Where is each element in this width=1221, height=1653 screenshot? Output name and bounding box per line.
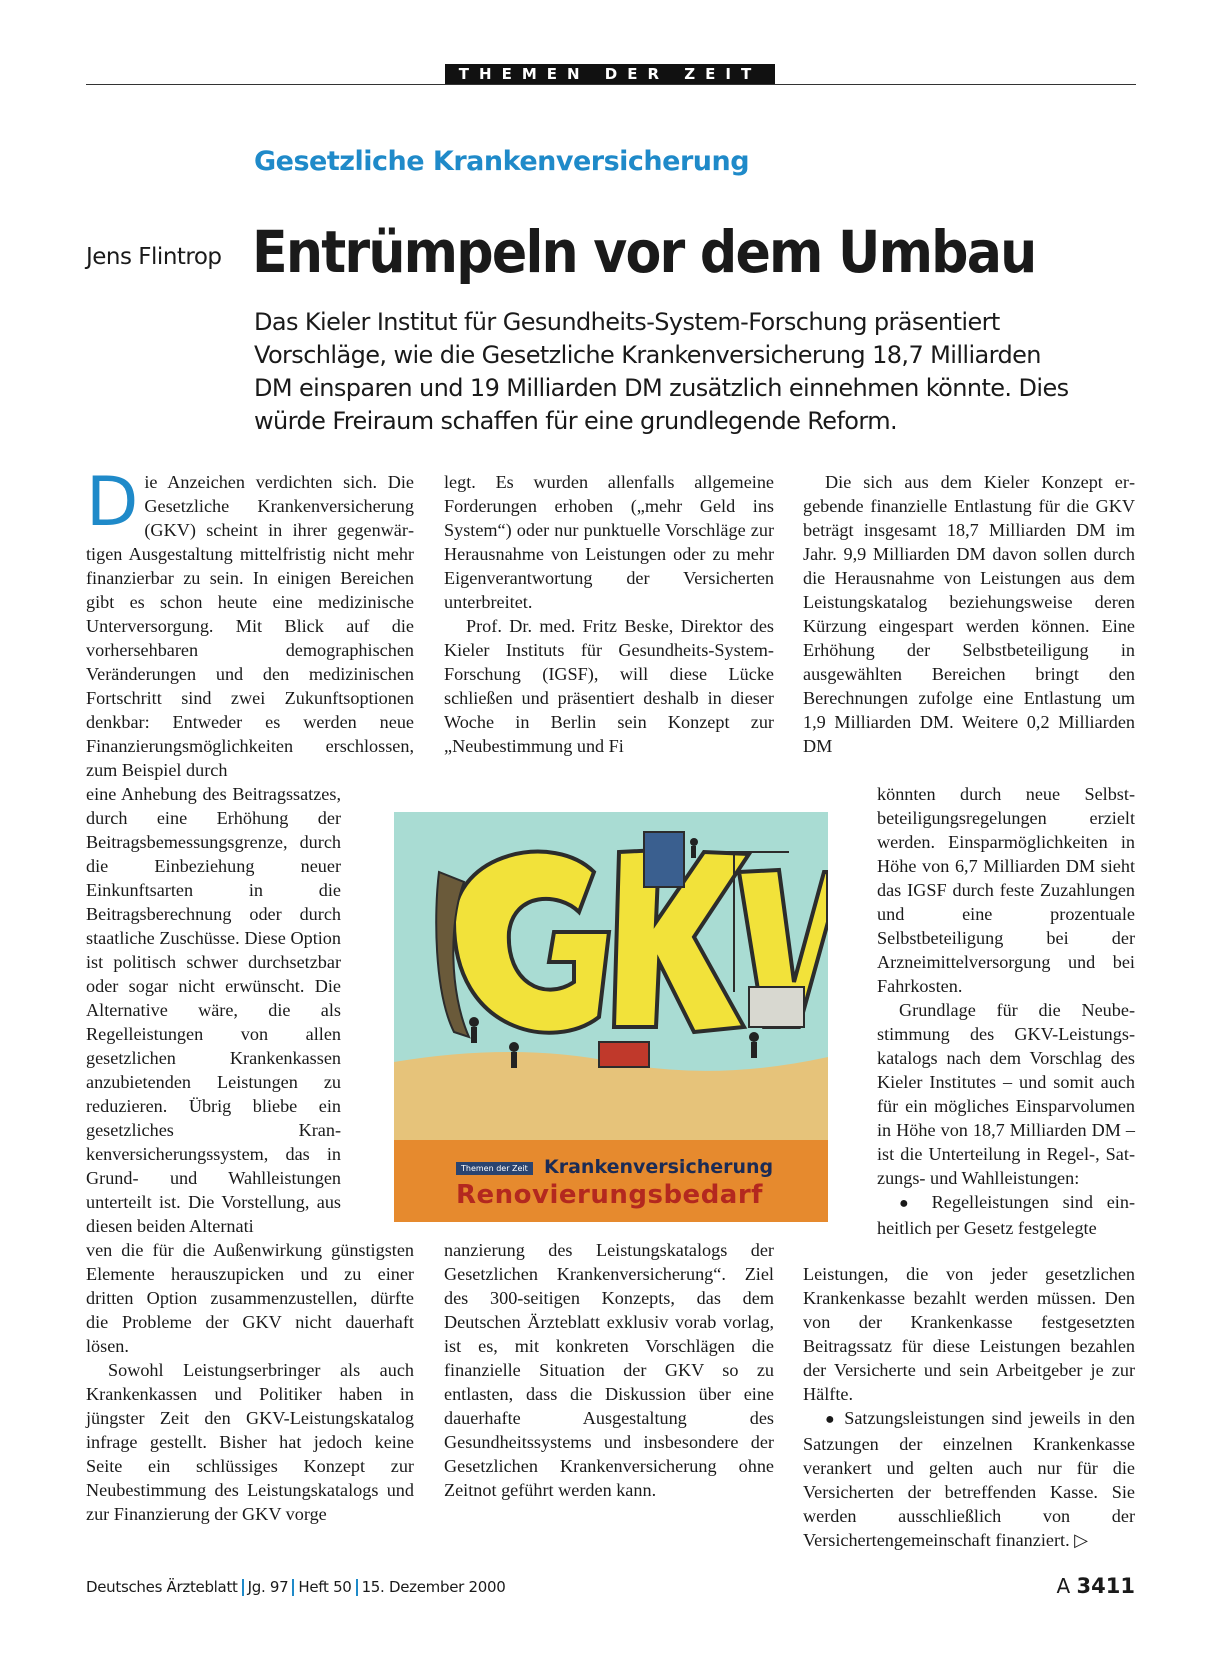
col2-p1: legt. Es wurden allenfalls allgemeine Forderungen erhoben („mehr Geld ins System“) oder nur punktuelle Vorschläge zur Herausnahme von Leistungen oder zu mehr Eigenverantwortung der Versicherten unterbreitet. (444, 472, 774, 612)
col1-paragraph-bottom (86, 1238, 414, 1526)
col3-p2: Grundlage für die Neubestimmung des GKV-Leistungskatalogs nach dem Vorschlag des Kieler Institutes – und somit auch für ein mögliches Einsparvolumen in Höhe von 18,7 Milliarden DM – ist die Unterteilung in Regel-, Satzungs- und Wahlleistungen: (877, 1000, 1135, 1188)
col3-bullet2 (803, 1406, 1135, 1552)
caption-line1: Krankenversicherung (544, 1156, 774, 1178)
issue: Heft 50 (298, 1578, 352, 1596)
author: Jens Flintrop (86, 244, 222, 270)
col3-bullet1-top (877, 1190, 1135, 1240)
headline: Entrümpeln vor dem Umbau (252, 218, 1036, 286)
col2-top (444, 470, 774, 758)
col3-p1-top: Die sich aus dem Kieler Konzept ergebende finanzielle Entlastung für die GKV beträgt insgesamt 18,7 Milliarden DM im Jahr. 9,9 Milliarden DM davon sollen durch die Herausnahme von Leistungen aus dem Leistungskatalog beziehungsweise deren Kürzung eingespart werden können. Eine Erhöhung der Selbstbeteiligung in ausgewählten Bereichen bringt den Berechnungen zufolge eine Entlastung um 1,9 Milliarden DM. Weitere 0,2 Milliarden DM (803, 472, 1135, 756)
col3-mid (877, 782, 1135, 1240)
section-label: THEMEN DER ZEIT (445, 64, 775, 84)
footer-separator (292, 1579, 294, 1596)
drop-cap: D (86, 463, 139, 542)
col2-p3: nanzierung des Leistungskatalogs der Gesetzlichen Krankenversicherung“. Ziel des 300-seitigen Konzepts, das dem Deutschen Ärzteblatt exklusiv vorab vorlag, ist es, mit konkreten Vorschlägen die finanzielle Situation der GKV so zu entlasten, dass die Diskussion über eine dauerhafte Ausgestaltung des Gesundheitssystems und insbesondere der Gesetzlichen Krankenversicherung ohne Zeitnot geführt werden kann. (444, 1240, 774, 1500)
col1-p1-top: ie Anzeichen verdichten sich. Die Gesetzliche Krankenversicherung (GKV) scheint in ihrer gegenwärtigen Ausgestaltung mittelfristig nicht mehr finanzierbar zu sein. In einigen Bereichen gibt es schon heute eine medizinische Unterversorgung. Mit Blick auf die vorhersehbaren demographischen Veränderungen und den medizinischen Fortschritt sind zwei Zukunftsoptionen denkbar: Entweder es werden neue Finanzierungsmöglichkeiten erschlossen, zum Beispiel durch (86, 472, 414, 780)
col3-b1-bottom: Leistungen, die von jeder gesetzlichen Krankenkasse bezahlt werden müssen. Den von der Krankenkasse festgesetzten Beitragssatz für diese Leistungen bezahlen der Versicherte und sein Arbeitgeber je zur Hälfte. (803, 1264, 1135, 1404)
cover-illustration (394, 812, 828, 1222)
journal-name: Deutsches Ärzteblatt (86, 1578, 238, 1596)
page-prefix: A (1056, 1574, 1071, 1598)
lead-paragraph: Das Kieler Institut für Gesundheits-System-Forschung präsentiert Vorschläge, wie die Gesetzliche Krankenversicherung 18,7 Milliarden DM einsparen und 19 Milliarden DM zusätzlich einnehmen könnte. Dies würde Freiraum schaffen für eine grundlegende Reform. (254, 308, 1069, 435)
col1-p1-bottom: ven die für die Außenwirkung günstigsten Elemente herauszupicken und zu einer dritten Option zusammenzustellen, dürfte die Probleme der GKV nicht dauerhaft lösen. (86, 1240, 414, 1356)
col3-b2: Satzungsleistungen sind jeweils in den Satzungen der einzelnen Krankenkasse verankert und gelten auch nur für die Versicherten der betreffenden Kasse. Sie werden ausschließlich von der Versichertengemeinschaft finanziert. (803, 1408, 1136, 1550)
header-rule (86, 84, 1136, 85)
gkv-illustration (394, 812, 828, 1140)
footer-separator (242, 1579, 244, 1596)
issue-date: 15. Dezember 2000 (361, 1578, 506, 1596)
col3-bottom (803, 1262, 1135, 1552)
page-number (1057, 1574, 1136, 1598)
col1-p1-mid: eine Anhebung des Beitragssatzes, durch eine Erhöhung der Beitragsbemessungsgrenze, durch die Einbeziehung neuer Einkunftsarten in die Beitragsberechnung oder durch staatliche Zuschüsse. Diese Option ist politisch schwer durchsetzbar oder sogar nicht erwünscht. Die Alternative wäre, die als Regelleistungen von allen gesetzlichen Krankenkassen anzubietenden Leistungen zu reduzieren. Übrig bliebe ein gesetzliches Krankenversicherungssystem, das in Grund- und Wahlleistungen unterteilt ist. Die Vorstellung, aus diesen beiden Alternati (86, 784, 341, 1236)
col1-paragraph-top (86, 463, 414, 782)
kicker: Gesetzliche Krankenversicherung (254, 146, 750, 177)
col3-p1-mid: könnten durch neue Selbstbeteiligungsregelungen erzielt werden. Einsparmöglichkeiten in Höhe von 6,7 Milliarden DM sieht das IGSF durch feste Zuzahlungen und eine prozentuale Selbstbeteiligung bei der Arzneimittelversorgung und bei Fahrkosten. (877, 784, 1135, 996)
col3-b1-top: Regelleistungen sind einheitlich per Gesetz festgelegte (877, 1192, 1135, 1238)
caption-tag: Themen der Zeit (456, 1162, 533, 1175)
footer (86, 1578, 505, 1596)
page-number-value: 3411 (1076, 1574, 1135, 1598)
col2-p2: Prof. Dr. med. Fritz Beske, Direktor des Kieler Instituts für Gesundheits-System-Forschung (IGSF), will diese Lücke schließen und präsentiert deshalb in dieser Woche in Berlin sein Konzept zur „Neubestimmung und Fi (444, 616, 774, 756)
continue-arrow-icon: ▷ (1074, 1530, 1089, 1550)
bullet-icon: ● (899, 1195, 918, 1212)
caption-line2: Renovierungsbedarf (456, 1180, 763, 1210)
col1-p2: Sowohl Leistungserbringer als auch Krankenkassen und Politiker haben in jüngster Zeit den GKV-Leistungskatalog infrage gestellt. Bisher hat jedoch keine Seite ein schlüssiges Konzept zur Neubestimmung des Leistungskatalogs und zur Finanzierung der GKV vorge (86, 1360, 414, 1524)
footer-separator (356, 1579, 358, 1596)
volume: Jg. 97 (247, 1578, 289, 1596)
illustration-caption (394, 1140, 828, 1222)
bullet-icon: ● (825, 1411, 838, 1428)
